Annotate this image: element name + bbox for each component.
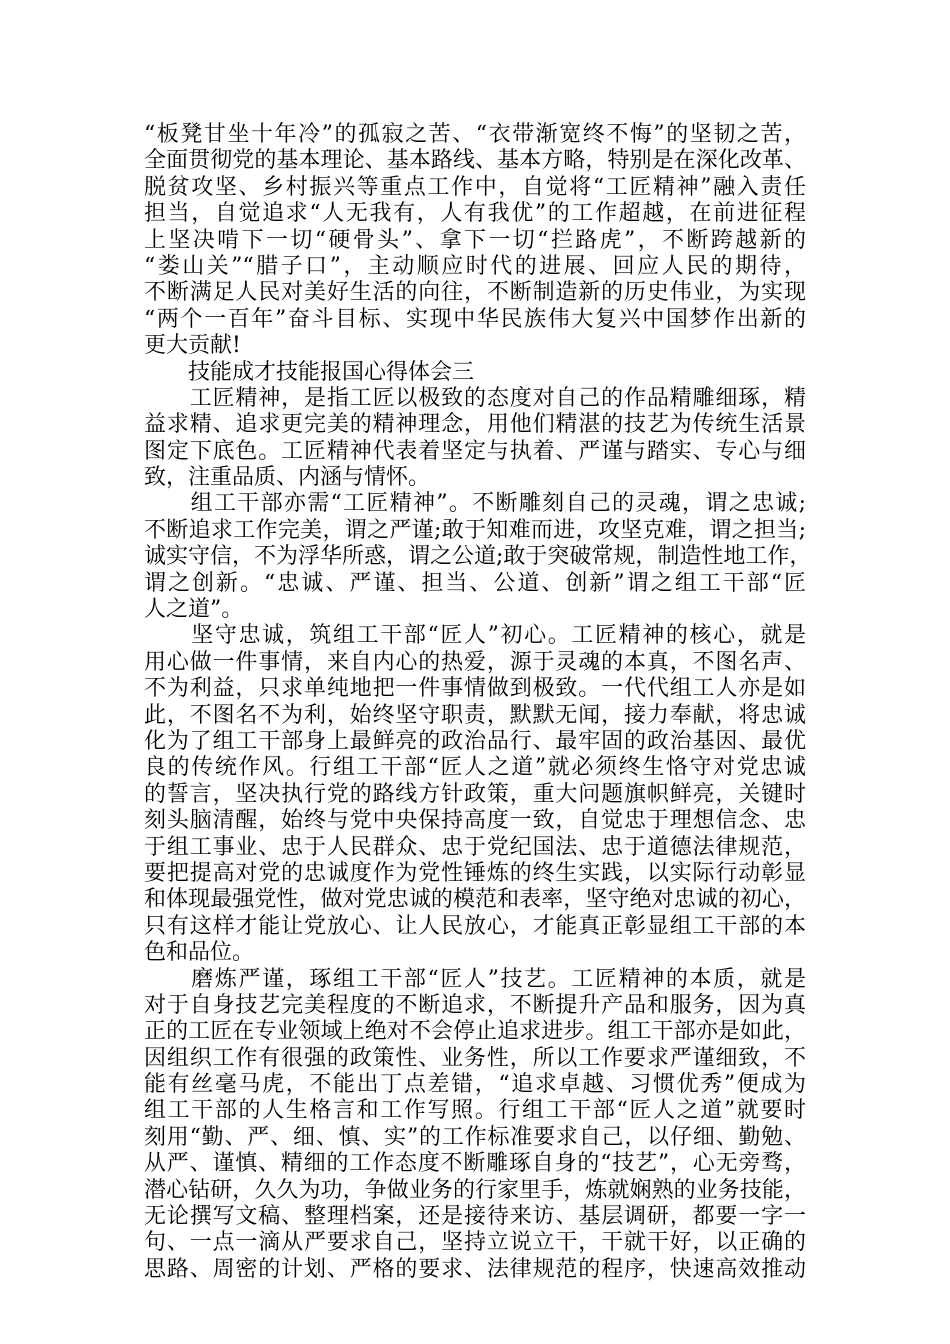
text-line: 磨炼严谨，琢组工干部“匠人”技艺。工匠精神的本质，就是 xyxy=(144,966,806,992)
text-line: 潜心钻研，久久为功，争做业务的行家里手，炼就娴熟的业务技能， xyxy=(144,1177,806,1203)
text-line: 无论撰写文稿、整理档案，还是接待来访、基层调研，都要一字一 xyxy=(144,1204,806,1230)
text-line: 的誓言，坚决执行党的路线方针政策，重大问题旗帜鲜亮，关键时 xyxy=(144,781,806,807)
text-line: 人之道”。 xyxy=(144,597,244,623)
text-line: 不断追求工作完美，谓之严谨;敢于知难而进，攻坚克难，谓之担当; xyxy=(144,517,806,543)
text-line: “板凳甘坐十年冷”的孤寂之苦、“衣带渐宽终不悔”的坚韧之苦， xyxy=(144,122,806,147)
text-line: 能有丝毫马虎，不能出丁点差错，“追求卓越、习惯优秀”便成为 xyxy=(144,1072,806,1098)
document-body xyxy=(144,122,812,1283)
text-line: 组工干部的人生格言和工作写照。行组工干部“匠人之道”就要时 xyxy=(144,1098,806,1124)
text-line: 工匠精神，是指工匠以极致的态度对自己的作品精雕细琢，精 xyxy=(144,385,806,411)
text-line: 图定下底色。工匠精神代表着坚定与执着、严谨与踏实、专心与细 xyxy=(144,438,806,464)
text-line: 担当，自觉追求“人无我有，人有我优”的工作超越，在前进征程 xyxy=(144,201,806,227)
text-line: 从严、谨慎、精细的工作态度不断雕琢自身的“技艺”，心无旁骛， xyxy=(144,1151,806,1177)
text-line: 思路、周密的计划、严格的要求、法律规范的程序，快速高效推动 xyxy=(144,1256,806,1282)
text-line: 和体现最强党性，做对党忠诚的模范和表率，坚守绝对忠诚的初心， xyxy=(144,887,806,913)
text-line: 对于自身技艺完美程度的不断追求，不断提升产品和服务，因为真 xyxy=(144,992,806,1018)
text-line: 不断满足人民对美好生活的向往，不断制造新的历史伟业，为实现 xyxy=(144,280,806,306)
text-line: 于组工事业、忠于人民群众、忠于党纪国法、忠于道德法律规范， xyxy=(144,834,806,860)
text-line: 因组织工作有很强的政策性、业务性，所以工作要求严谨细致，不 xyxy=(144,1045,806,1071)
text-line: 脱贫攻坚、乡村振兴等重点工作中，自觉将“工匠精神”融入责任 xyxy=(144,174,806,200)
text-line: 不为利益，只求单纯地把一件事情做到极致。一代代组工人亦是如 xyxy=(144,676,806,702)
text-line: 色和品位。 xyxy=(144,940,255,966)
text-line: 正的工匠在专业领域上绝对不会停止追求进步。组工干部亦是如此， xyxy=(144,1019,806,1045)
text-line: 诚实守信，不为浮华所惑，谓之公道;敢于突破常规，制造性地工作， xyxy=(144,544,812,570)
text-line: 谓之创新。“忠诚、严谨、担当、公道、创新”谓之组工干部“匠 xyxy=(144,570,806,596)
text-line: 句、一点一滴从严要求自己，坚持立说立干，干就干好，以正确的 xyxy=(144,1230,806,1256)
text-line: “两个一百年”奋斗目标、实现中华民族伟大复兴中国梦作出新的 xyxy=(144,306,806,332)
text-line: 要把提高对党的忠诚度作为党性锤炼的终生实践，以实际行动彰显 xyxy=(144,860,806,886)
text-line: 刻头脑清醒，始终与党中央保持高度一致，自觉忠于理想信念、忠 xyxy=(144,808,806,834)
text-line: 全面贯彻党的基本理论、基本路线、基本方略，特别是在深化改革、 xyxy=(144,148,806,174)
text-line: 上坚决啃下一切“硬骨头”、拿下一切“拦路虎”，不断跨越新的 xyxy=(144,227,806,253)
text-line: 良的传统作风。行组工干部“匠人之道”就必须终生恪守对党忠诚 xyxy=(144,755,806,781)
text-line: 组工干部亦需“工匠精神”。不断雕刻自己的灵魂，谓之忠诚; xyxy=(144,491,806,517)
text-line: 化为了组工干部身上最鲜亮的政治品行、最牢固的政治基因、最优 xyxy=(144,728,806,754)
text-line: 更大贡献! xyxy=(144,333,241,359)
text-line: 此，不图名不为利，始终坚守职责，默默无闻，接力奉献，将忠诚 xyxy=(144,702,806,728)
text-line: 致，注重品质、内涵与情怀。 xyxy=(144,465,431,491)
text-line: 益求精、追求更完美的精神理念，用他们精湛的技艺为传统生活景 xyxy=(144,412,806,438)
text-line: 用心做一件事情，来自内心的热爱，源于灵魂的本真，不图名声、 xyxy=(144,649,806,675)
text-line: 坚守忠诚，筑组工干部“匠人”初心。工匠精神的核心，就是 xyxy=(144,623,806,649)
text-line: 只有这样才能让党放心、让人民放心，才能真正彰显组工干部的本 xyxy=(144,913,806,939)
text-line: “娄山关”“腊子口”，主动顺应时代的进展、回应人民的期待， xyxy=(144,253,806,279)
section-heading: 技能成才技能报国心得体会三 xyxy=(144,359,475,385)
text-line: 刻用“勤、严、细、慎、实”的工作标准要求自己，以仔细、勤勉、 xyxy=(144,1124,806,1150)
